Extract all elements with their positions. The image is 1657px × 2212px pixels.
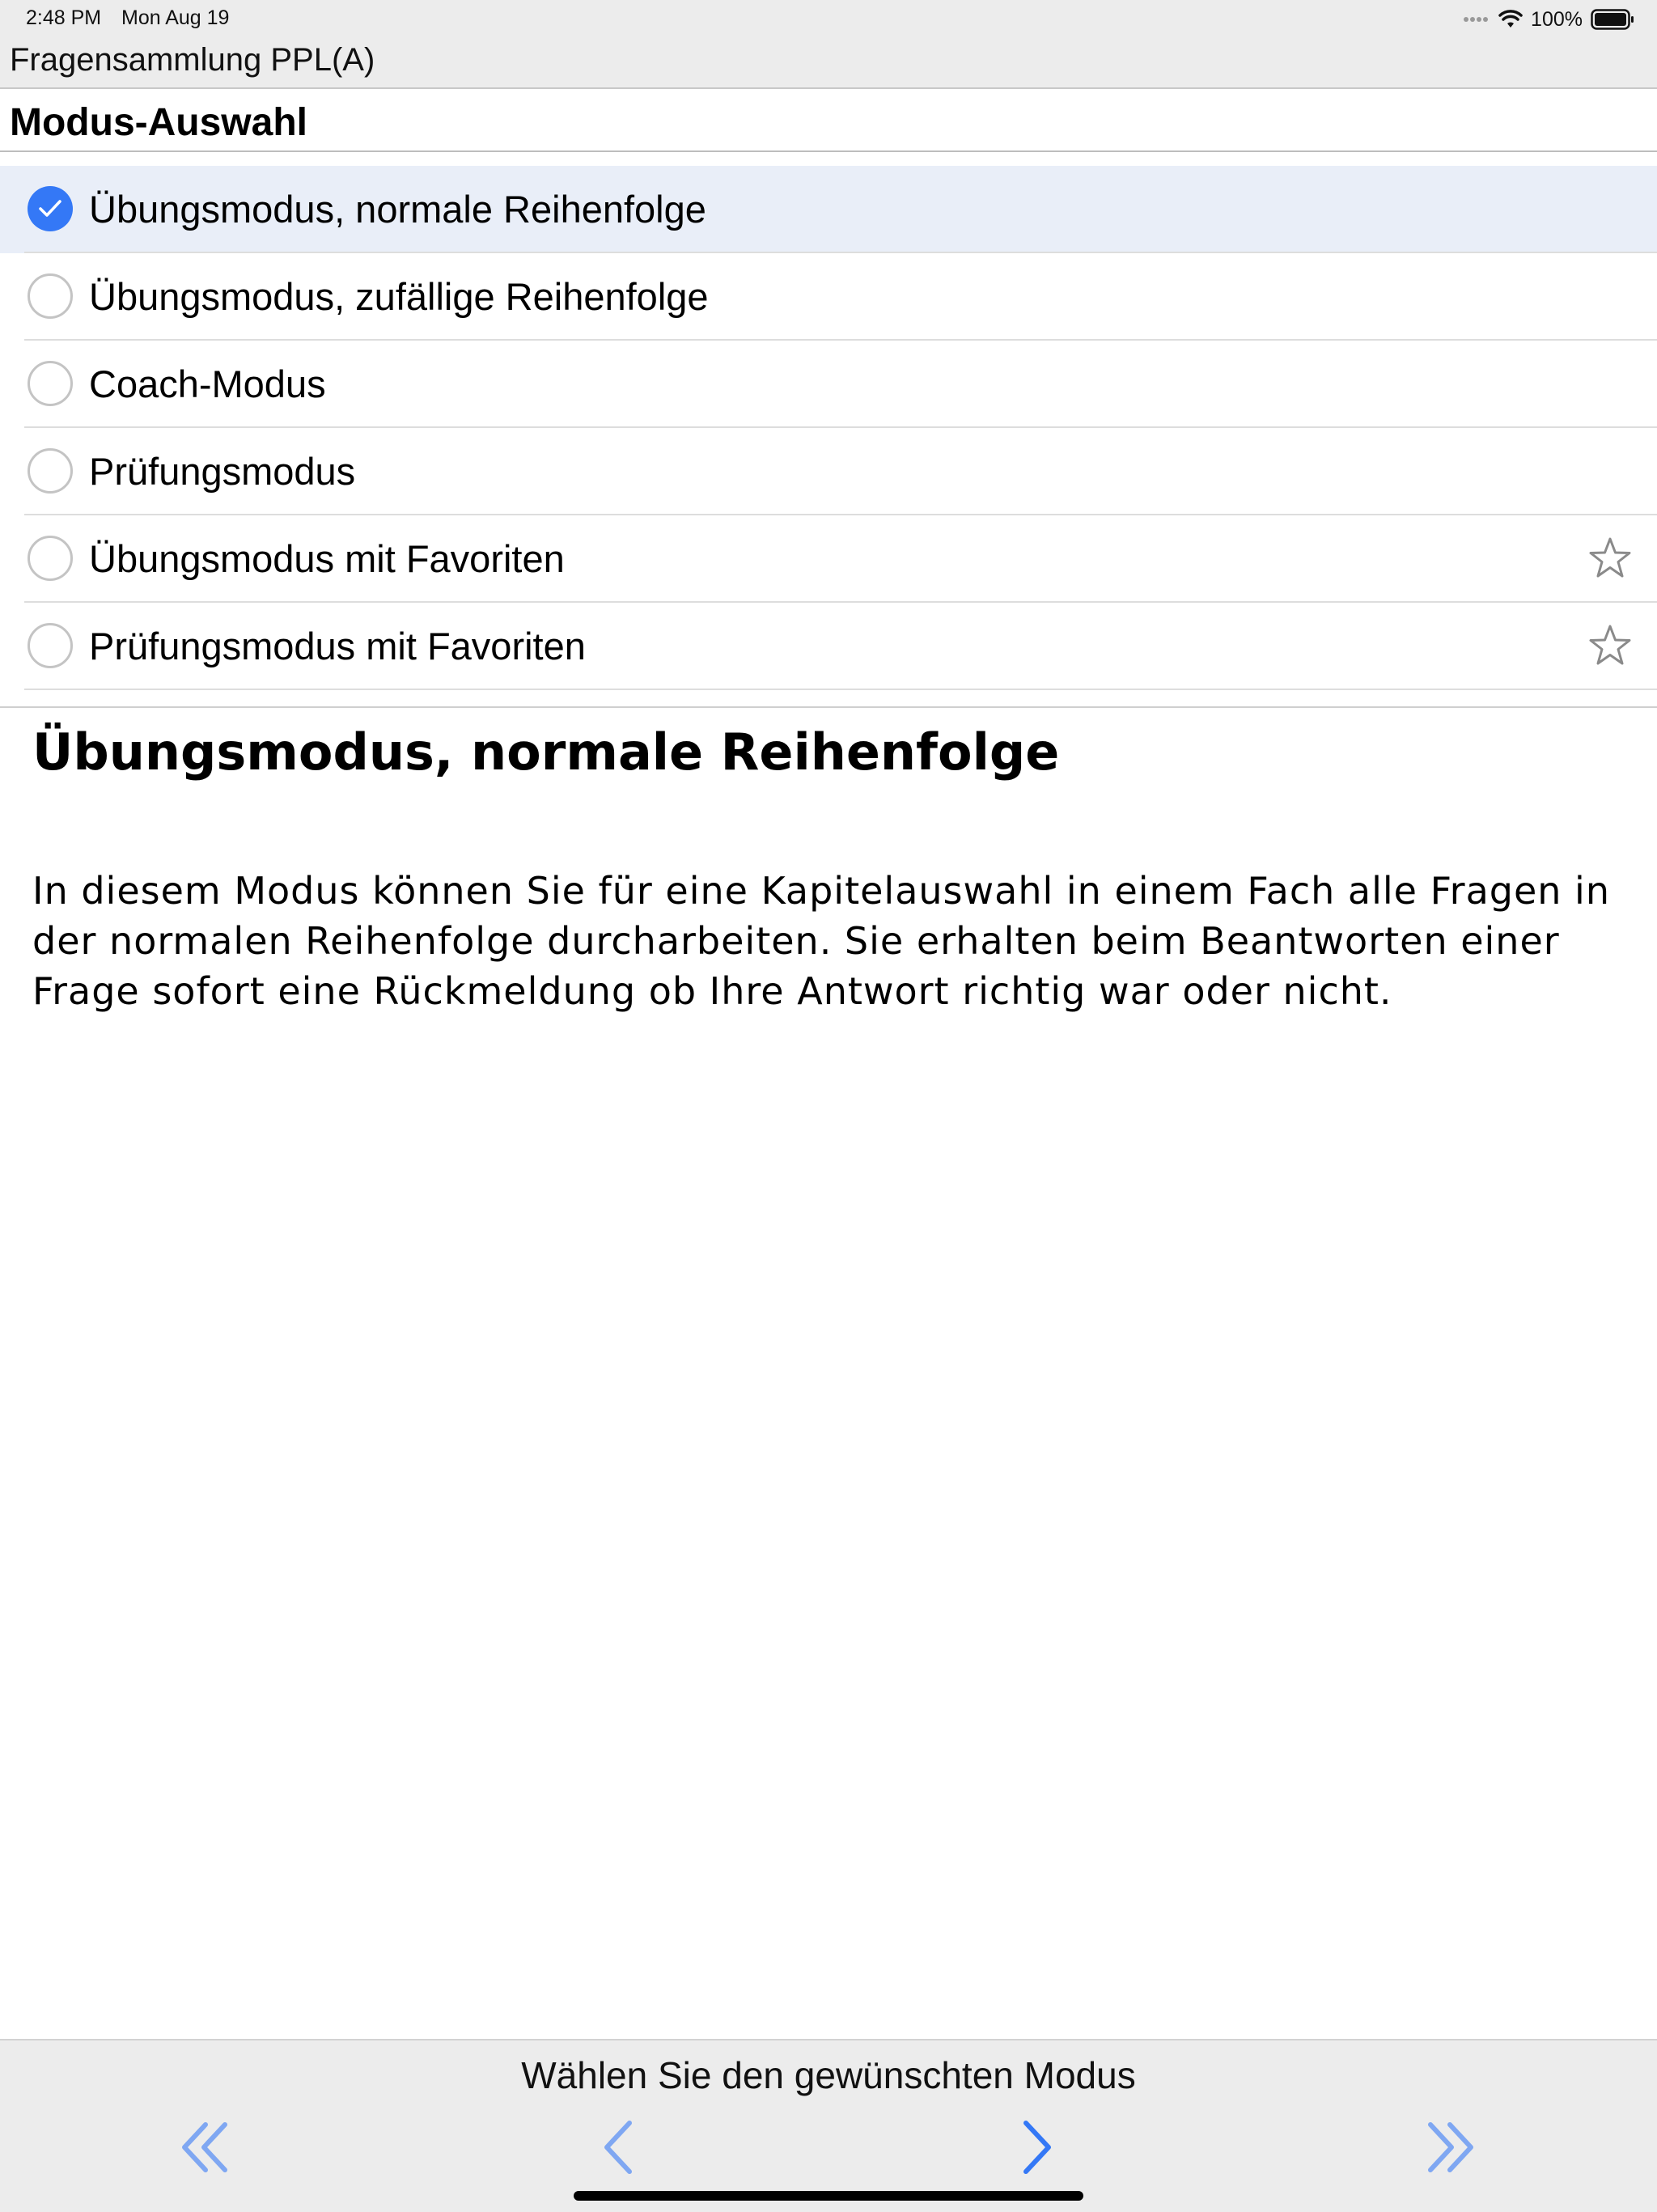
radio-circle-icon[interactable] (28, 361, 73, 406)
radio-circle-icon[interactable] (28, 536, 73, 581)
mode-label: Übungsmodus mit Favoriten (89, 537, 565, 580)
bottom-hint: Wählen Sie den gewünschten Modus (521, 2054, 1136, 2096)
mode-label: Coach-Modus (89, 362, 326, 405)
last-page-button[interactable] (1418, 2115, 1482, 2180)
mode-option-coach[interactable] (0, 341, 1657, 428)
mode-label: Prüfungsmodus (89, 450, 356, 493)
checkmark-circle-icon[interactable] (28, 186, 73, 231)
next-button[interactable] (1003, 2115, 1068, 2180)
home-indicator (574, 2191, 1083, 2201)
mode-option-practice-favorites[interactable] (0, 515, 1657, 603)
previous-button[interactable] (587, 2115, 652, 2180)
first-page-button[interactable] (173, 2115, 238, 2180)
chevron-left-icon (587, 2115, 652, 2180)
mode-option-exam[interactable] (0, 428, 1657, 515)
section-title: Modus-Auswahl (10, 101, 307, 144)
mode-option-exam-favorites[interactable] (0, 603, 1657, 690)
chevron-right-icon (1003, 2115, 1068, 2180)
star-outline-icon (1586, 622, 1634, 671)
mode-option-random-order[interactable] (0, 253, 1657, 341)
wifi-icon (1498, 10, 1523, 29)
app-title: Fragensammlung PPL(A) (10, 42, 375, 78)
status-time: 2:48 PM (26, 6, 102, 29)
bottom-toolbar (0, 2039, 1657, 2212)
star-outline-icon (1586, 535, 1634, 583)
radio-circle-icon[interactable] (28, 448, 73, 494)
double-chevron-left-icon (173, 2115, 238, 2180)
battery-percent: 100% (1531, 7, 1583, 31)
description-title: Übungsmodus, normale Reihenfolge (32, 723, 1060, 782)
section-header (0, 89, 1657, 152)
cellular-dots-icon (1463, 15, 1490, 23)
divider (0, 706, 1657, 708)
mode-label: Übungsmodus, normale Reihenfolge (89, 188, 706, 231)
radio-circle-icon[interactable] (28, 623, 73, 668)
mode-label: Übungsmodus, zufällige Reihenfolge (89, 275, 709, 318)
mode-option-normal-order[interactable] (0, 166, 1657, 253)
battery-icon (1591, 9, 1634, 30)
status-indicators (1463, 5, 1634, 34)
mode-label: Prüfungsmodus mit Favoriten (89, 625, 586, 667)
radio-circle-icon[interactable] (28, 273, 73, 319)
status-date: Mon Aug 19 (121, 6, 230, 29)
mode-list (0, 166, 1657, 690)
description-text: In diesem Modus können Sie für eine Kapitelauswahl in einem Fach alle Fragen in der normalen Reihenfolge durcharbeiten. Sie erhalten beim Beantworten einer Frage sofort eine Rückmeldung ob Ihre Antwort richtig war oder nicht. (32, 869, 1610, 1013)
top-bar (0, 0, 1657, 89)
double-chevron-right-icon (1418, 2115, 1482, 2180)
